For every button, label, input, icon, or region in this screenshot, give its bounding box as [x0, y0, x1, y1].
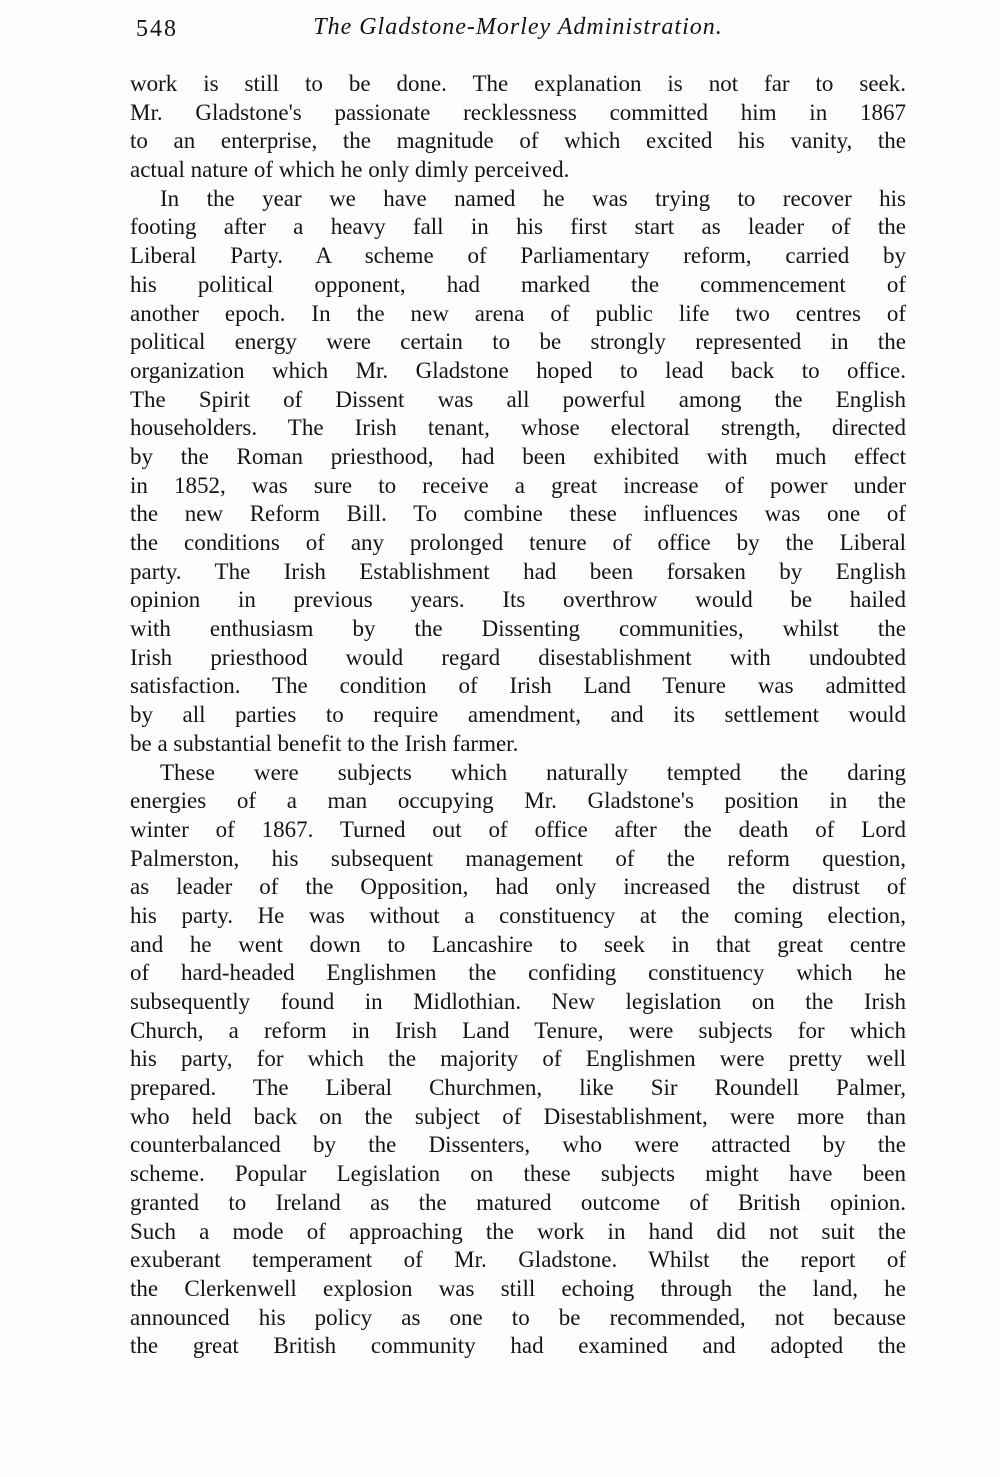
text-line: Such a mode of approaching the work in hand did not suit the	[130, 1218, 906, 1244]
text-line: the great British community had examined and adopted the	[130, 1333, 906, 1359]
text-line: scheme. Popular Legislation on these subjects might have been	[130, 1161, 906, 1187]
text-line: footing after a heavy fall in his first start as leader of the	[130, 214, 906, 240]
text-line: These were subjects which naturally tempted the daring	[160, 759, 906, 785]
text-line: as leader of the Opposition, had only increased the distrust of	[130, 874, 906, 900]
running-title: The Gladstone-Morley Administration.	[313, 14, 723, 40]
text-line: subsequently found in Midlothian. New legislation on the Irish	[130, 989, 906, 1014]
text-line: the new Reform Bill. To combine these influences was one of	[130, 501, 906, 527]
text-line: his party, for which the majority of Englishmen were pretty well	[130, 1046, 906, 1072]
text-line: be a substantial benefit to the Irish farmer.	[130, 730, 519, 756]
text-line: political energy were certain to be strongly represented in the	[130, 329, 906, 355]
text-line: Irish priesthood would regard disestablishment with undoubted	[130, 644, 906, 670]
text-line: prepared. The Liberal Churchmen, like Sir Roundell Palmer,	[130, 1075, 906, 1101]
text-line: in 1852, was sure to receive a great increase of power under	[130, 472, 906, 498]
text-line: organization which Mr. Gladstone hoped to lead back to office.	[130, 357, 906, 383]
page-body	[130, 70, 906, 1361]
text-line: Mr. Gladstone's passionate recklessness committed him in 1867	[130, 99, 906, 125]
text-line: with enthusiasm by the Dissenting communities, whilst the	[130, 616, 906, 642]
page-number: 548	[136, 16, 178, 42]
text-line: party. The Irish Establishment had been forsaken by English	[130, 558, 906, 584]
text-line: The Spirit of Dissent was all powerful among the English	[130, 386, 906, 412]
text-line: counterbalanced by the Dissenters, who were attracted by the	[130, 1132, 906, 1158]
text-line: Palmerston, his subsequent management of the reform question,	[130, 845, 906, 871]
text-line: Church, a reform in Irish Land Tenure, were subjects for which	[130, 1017, 906, 1043]
text-line: householders. The Irish tenant, whose electoral strength, directed	[130, 415, 906, 441]
text-line: winter of 1867. Turned out of office after the death of Lord	[130, 816, 906, 842]
paragraph	[130, 70, 906, 185]
text-line: his party. He was without a constituency at the coming election,	[130, 902, 906, 928]
text-line: satisfaction. The condition of Irish Land Tenure was admitted	[130, 673, 906, 699]
text-line: who held back on the subject of Disestablishment, were more than	[130, 1103, 906, 1129]
paragraph	[130, 759, 906, 1361]
text-line: the Clerkenwell explosion was still echoing through the land, he	[130, 1275, 906, 1301]
text-line: actual nature of which he only dimly perceived.	[130, 157, 570, 183]
text-line: the conditions of any prolonged tenure of office by the Liberal	[130, 530, 906, 555]
text-line: by the Roman priesthood, had been exhibited with much effect	[130, 443, 906, 469]
text-line: by all parties to require amendment, and its settlement would	[130, 702, 906, 728]
text-line: and he went down to Lancashire to seek in that great centre	[130, 931, 906, 957]
text-line: another epoch. In the new arena of public life two centres of	[130, 300, 906, 326]
text-line: of hard-headed Englishmen the confiding constituency which he	[130, 960, 906, 986]
text-line: exuberant temperament of Mr. Gladstone. Whilst the report of	[130, 1247, 906, 1273]
text-line: work is still to be done. The explanation is not far to seek.	[130, 71, 906, 96]
paragraph	[130, 185, 906, 759]
text-block	[130, 12, 906, 1361]
text-line: opinion in previous years. Its overthrow would be hailed	[130, 587, 906, 613]
text-line: announced his policy as one to be recommended, not because	[130, 1304, 906, 1330]
text-line: In the year we have named he was trying to recover his	[160, 185, 906, 211]
running-header	[130, 12, 906, 46]
text-line: to an enterprise, the magnitude of which excited his vanity, the	[130, 128, 906, 154]
text-line: Liberal Party. A scheme of Parliamentary reform, carried by	[130, 243, 906, 269]
text-line: his political opponent, had marked the commencement of	[130, 271, 906, 297]
text-line: energies of a man occupying Mr. Gladstone's position in the	[130, 788, 906, 814]
text-line: granted to Ireland as the matured outcome of British opinion.	[130, 1189, 906, 1215]
